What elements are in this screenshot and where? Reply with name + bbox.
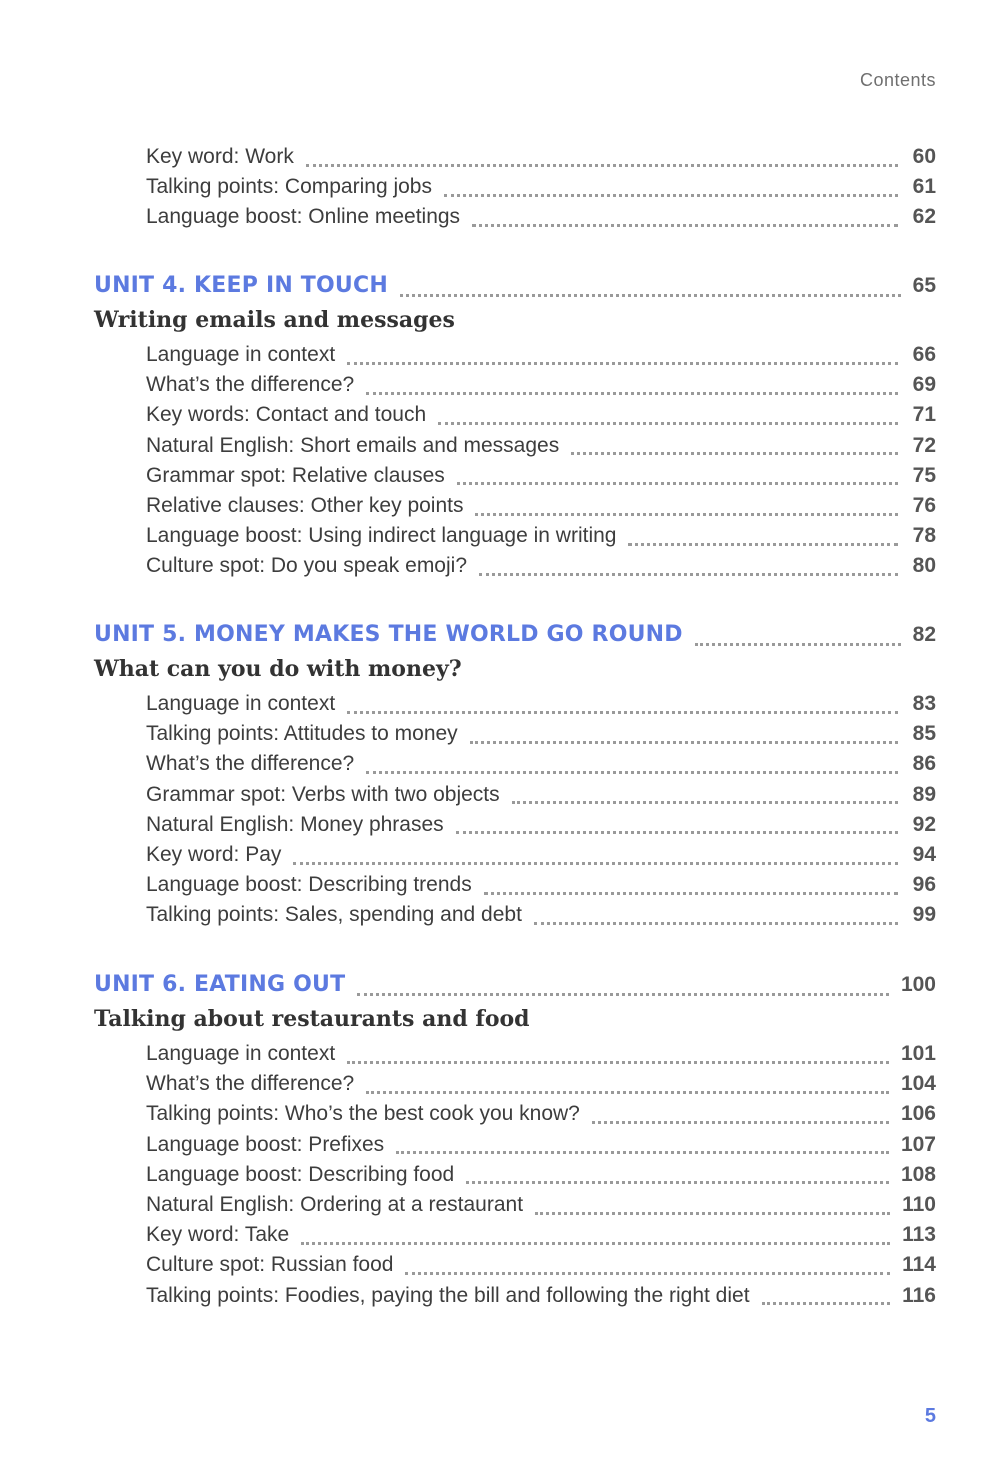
toc-entry-label: Language boost: Prefixes — [146, 1132, 385, 1156]
toc-entry-page: 83 — [912, 692, 936, 715]
toc-entry[interactable] — [146, 692, 936, 720]
toc-entry[interactable] — [146, 843, 936, 871]
toc-entry[interactable] — [146, 524, 936, 552]
dot-leader — [475, 513, 898, 516]
toc-entry[interactable] — [146, 175, 936, 203]
dot-leader — [470, 741, 898, 744]
toc-entry-page: 110 — [902, 1193, 936, 1216]
toc-entry-label: Culture spot: Russian food — [146, 1253, 394, 1277]
dot-leader — [366, 392, 898, 395]
toc-entry[interactable] — [146, 554, 936, 582]
unit-subtitle: Talking about restaurants and food — [94, 1006, 530, 1032]
dot-leader — [347, 362, 898, 365]
toc-entry-page: 114 — [902, 1253, 936, 1277]
dot-leader — [293, 862, 898, 865]
toc-entry-page: 86 — [912, 752, 936, 776]
dot-leader — [456, 831, 898, 834]
toc-entry-label: Grammar spot: Verbs with two objects — [146, 782, 500, 806]
toc-entry[interactable] — [146, 813, 936, 841]
dot-leader — [695, 643, 901, 646]
toc-entry[interactable] — [146, 1163, 936, 1191]
dot-leader — [347, 711, 898, 714]
toc-entry[interactable] — [146, 1042, 936, 1070]
unit-subtitle: What can you do with money? — [94, 656, 462, 682]
unit-subtitle: Writing emails and messages — [94, 307, 455, 333]
toc-entry[interactable] — [146, 783, 936, 811]
dot-leader — [484, 892, 898, 895]
toc-entry-page: 71 — [912, 403, 936, 427]
toc-entry-page: 116 — [902, 1283, 936, 1307]
toc-entry-page: 80 — [912, 554, 936, 578]
toc-entry-page: 101 — [900, 1042, 936, 1065]
unit-page: 100 — [900, 973, 936, 996]
dot-leader — [628, 543, 898, 546]
toc-entry-label: Talking points: Sales, spending and debt — [146, 903, 522, 927]
toc-entry-page: 104 — [900, 1072, 936, 1096]
unit-heading-6[interactable] — [94, 972, 936, 1004]
unit-page: 65 — [912, 274, 936, 297]
toc-entry[interactable] — [146, 722, 936, 750]
toc-entry-page: 76 — [912, 494, 936, 517]
toc-entry[interactable] — [146, 343, 936, 371]
toc-entry-page: 61 — [912, 175, 936, 199]
toc-entry[interactable] — [146, 494, 936, 522]
dot-leader — [357, 993, 889, 996]
dot-leader — [592, 1121, 889, 1124]
toc-entry[interactable] — [146, 873, 936, 901]
unit-heading-4[interactable] — [94, 273, 936, 305]
toc-entry-label: What’s the difference? — [146, 373, 355, 397]
toc-entry-page: 89 — [912, 782, 936, 806]
toc-entry-label: Talking points: Who’s the best cook you know? — [146, 1102, 580, 1126]
toc-entry-page: 66 — [912, 343, 936, 366]
toc-entry-label: Language in context — [146, 692, 336, 715]
toc-entry-label: Language boost: Using indirect language in writing — [146, 524, 617, 548]
dot-leader — [347, 1061, 889, 1064]
unit-title: UNIT 4. KEEP IN TOUCH — [94, 273, 388, 298]
toc-entry-label: Natural English: Short emails and messages — [146, 433, 560, 457]
toc-entry[interactable] — [146, 373, 936, 401]
page-number: 5 — [924, 1405, 936, 1427]
unit-title: UNIT 6. EATING OUT — [94, 972, 346, 997]
dot-leader — [444, 194, 898, 197]
toc-entry[interactable] — [146, 205, 936, 233]
toc-entry[interactable] — [146, 1284, 936, 1312]
toc-entry-page: 60 — [912, 145, 936, 168]
toc-entry-label: Key word: Take — [146, 1223, 290, 1247]
toc-entry[interactable] — [146, 403, 936, 431]
toc-entry-page: 78 — [912, 524, 936, 548]
toc-entry[interactable] — [146, 1072, 936, 1100]
dot-leader — [438, 422, 898, 425]
toc-entry[interactable] — [146, 903, 936, 931]
toc-entry-page: 72 — [912, 433, 936, 457]
dot-leader — [366, 1091, 889, 1094]
unit-title: UNIT 5. MONEY MAKES THE WORLD GO ROUND — [94, 622, 683, 647]
running-header: Contents — [859, 70, 936, 90]
toc-entry[interactable] — [146, 1102, 936, 1130]
toc-entry-page: 106 — [900, 1102, 936, 1126]
dot-leader — [306, 164, 898, 167]
toc-entry-label: Talking points: Foodies, paying the bill and following the right diet — [146, 1283, 750, 1307]
dot-leader — [762, 1302, 891, 1305]
dot-leader — [512, 801, 898, 804]
toc-entry-label: Language in context — [146, 343, 336, 366]
toc-entry-label: Talking points: Comparing jobs — [146, 175, 432, 199]
toc-entry[interactable] — [146, 464, 936, 492]
unit-page: 82 — [912, 623, 936, 646]
toc-entry-label: Key word: Pay — [146, 843, 282, 866]
toc-entry[interactable] — [146, 1253, 936, 1281]
toc-entry-page: 75 — [912, 463, 936, 487]
dot-leader — [405, 1272, 890, 1275]
toc-entry-label: Language in context — [146, 1042, 336, 1065]
toc-entry-label: Relative clauses: Other key points — [146, 494, 464, 517]
toc-entry-label: What’s the difference? — [146, 752, 355, 776]
toc-entry[interactable] — [146, 1223, 936, 1251]
toc-entry-page: 85 — [912, 722, 936, 746]
dot-leader — [534, 922, 898, 925]
toc-entry-label: Language boost: Describing trends — [146, 873, 472, 897]
unit-heading-5[interactable] — [94, 622, 936, 654]
toc-entry[interactable] — [146, 145, 936, 173]
dot-leader — [400, 294, 901, 297]
toc-entry-label: Natural English: Money phrases — [146, 812, 444, 836]
toc-entry-label: Grammar spot: Relative clauses — [146, 463, 445, 487]
toc-entry-page: 108 — [900, 1162, 936, 1186]
toc-entry-page: 107 — [900, 1132, 936, 1156]
toc-entry-label: Key word: Work — [146, 145, 294, 168]
toc-entry-label: Key words: Contact and touch — [146, 403, 427, 427]
dot-leader — [301, 1242, 890, 1245]
dot-leader — [396, 1151, 889, 1154]
toc-entry-label: What’s the difference? — [146, 1072, 355, 1096]
toc-entry[interactable] — [146, 1133, 936, 1161]
dot-leader — [479, 573, 898, 576]
toc-entry-label: Culture spot: Do you speak emoji? — [146, 554, 467, 578]
dot-leader — [366, 771, 898, 774]
toc-entry-page: 113 — [902, 1223, 936, 1247]
toc-entry-page: 62 — [912, 205, 936, 229]
toc-entry-label: Language boost: Online meetings — [146, 205, 461, 229]
toc-entry-page: 94 — [912, 843, 936, 866]
dot-leader — [466, 1181, 889, 1184]
dot-leader — [535, 1212, 890, 1215]
toc-entry[interactable] — [146, 1193, 936, 1221]
toc-entry-page: 96 — [912, 873, 936, 897]
toc-entry[interactable] — [146, 434, 936, 462]
toc-entry-page: 99 — [912, 903, 936, 927]
toc-entry-page: 92 — [912, 812, 936, 836]
toc-entry-label: Natural English: Ordering at a restaurant — [146, 1193, 524, 1216]
toc-entry-label: Talking points: Attitudes to money — [146, 722, 458, 746]
toc-entry-page: 69 — [912, 373, 936, 397]
toc-entry-label: Language boost: Describing food — [146, 1162, 455, 1186]
dot-leader — [457, 482, 898, 485]
dot-leader — [571, 452, 898, 455]
toc-entry[interactable] — [146, 752, 936, 780]
dot-leader — [472, 224, 898, 227]
